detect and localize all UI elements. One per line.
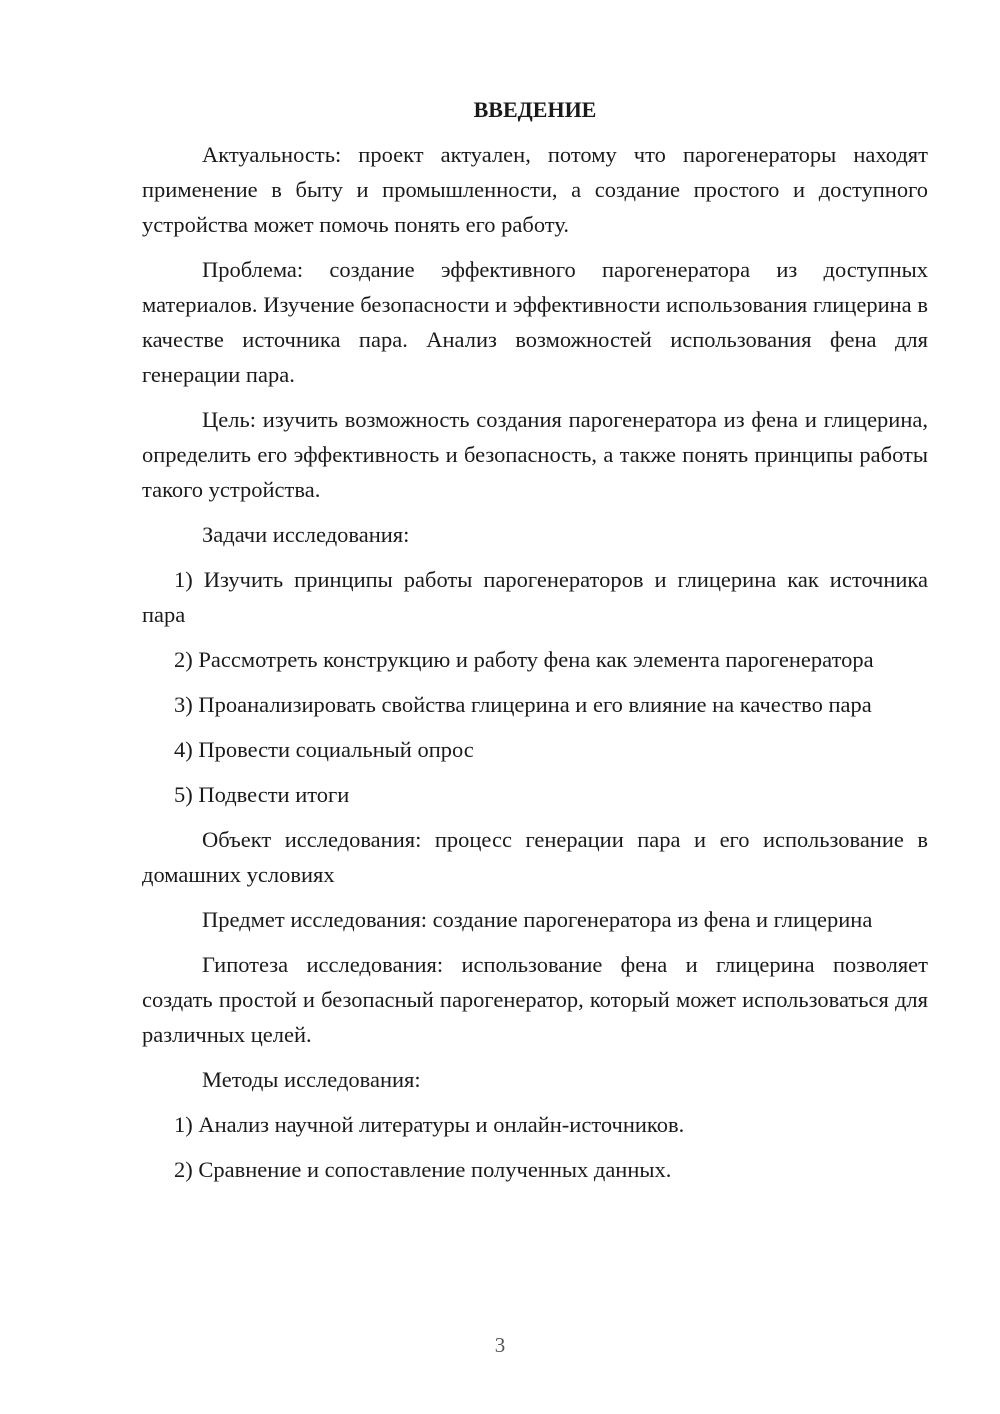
object-paragraph: Объект исследования: процесс генерации пара и его использование в домашних условиях <box>142 827 928 887</box>
page-number: 3 <box>494 1333 506 1357</box>
methods-label: Методы исследования: <box>202 1067 421 1092</box>
task-item-1: 1) Изучить принципы работы парогенераторов и глицерина как источника пара <box>142 567 928 627</box>
method-item-1: 1) Анализ научной литературы и онлайн-источников. <box>174 1112 685 1137</box>
document-page <box>142 92 928 1197</box>
task-item-4: 4) Провести социальный опрос <box>174 737 474 762</box>
problem-paragraph: Проблема: создание эффективного парогенератора из доступных материалов. Изучение безопасности и эффективности использования глицерина в качестве источника пара. Анализ возможностей использования фена для генерации пара. <box>142 257 928 387</box>
hypothesis-paragraph: Гипотеза исследования: использование фена и глицерина позволяет создать простой и безопасный парогенератор, который может использоваться для различных целей. <box>142 952 928 1047</box>
relevance-paragraph: Актуальность: проект актуален, потому что парогенераторы находят применение в быту и промышленности, а создание простого и доступного устройства может помочь понять его работу. <box>142 142 928 237</box>
tasks-label: Задачи исследования: <box>202 522 410 547</box>
section-title: ВВЕДЕНИЕ <box>473 97 597 122</box>
method-item-2: 2) Сравнение и сопоставление полученных данных. <box>174 1157 672 1182</box>
task-item-2: 2) Рассмотреть конструкцию и работу фена как элемента парогенератора <box>174 647 874 672</box>
goal-paragraph: Цель: изучить возможность создания парогенератора из фена и глицерина, определить его эффективность и безопасность, а также понять принципы работы такого устройства. <box>142 407 928 502</box>
task-item-3: 3) Проанализировать свойства глицерина и его влияние на качество пара <box>174 692 872 717</box>
subject-paragraph: Предмет исследования: создание парогенератора из фена и глицерина <box>202 907 873 932</box>
task-item-5: 5) Подвести итоги <box>174 782 350 807</box>
